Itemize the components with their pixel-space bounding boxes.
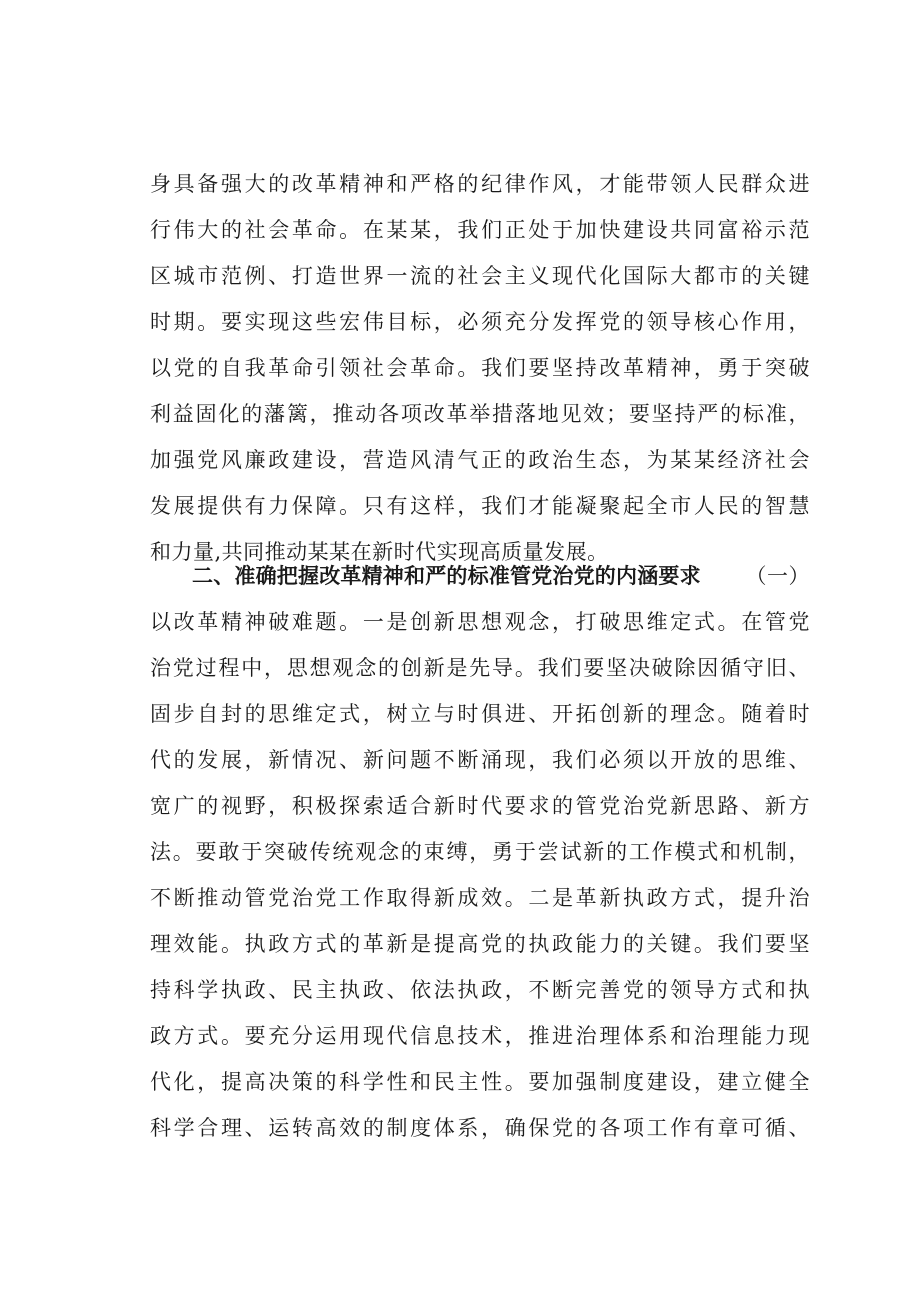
text-line: 发展提供有力保障。只有这样，我们才能凝聚起全市人民的智慧 [150, 494, 810, 518]
text-line: 持科学执政、民主执政、依法执政，不断完善党的领导方式和执 [150, 978, 810, 1002]
text-line: 宽广的视野，积极探索适合新时代要求的管党治党新思路、新方 [150, 794, 810, 818]
text-line: 加强党风廉政建设，营造风清气正的政治生态，为某某经济社会 [150, 448, 810, 472]
text-line: 区城市范例、打造世界一流的社会主义现代化国际大都市的关键 [150, 264, 810, 288]
text-line: 科学合理、运转高效的制度体系，确保党的各项工作有章可循、 [150, 1116, 810, 1140]
text-line: 治党过程中，思想观念的创新是先导。我们要坚决破除因循守旧、 [150, 656, 810, 680]
text-line: 固步自封的思维定式，树立与时俱进、开拓创新的理念。随着时 [150, 702, 810, 726]
text-line: 代的发展，新情况、新问题不断涌现，我们必须以开放的思维、 [150, 748, 810, 772]
text-line: 身具备强大的改革精神和严格的纪律作风，才能带领人民群众进 [150, 172, 810, 196]
text-line: 以党的自我革命引领社会革命。我们要坚持改革精神，勇于突破 [150, 356, 810, 380]
text-line: 和力量,共同推动某某在新时代实现高质量发展。 [150, 540, 609, 564]
text-line: 法。要敢于突破传统观念的束缚，勇于尝试新的工作模式和机制， [150, 840, 810, 864]
text-line: 不断推动管党治党工作取得新成效。二是革新执政方式，提升治 [150, 886, 810, 910]
text-line: 政方式。要充分运用现代信息技术，推进治理体系和治理能力现 [150, 1024, 810, 1048]
text-line: 利益固化的藩篱，推动各项改革举措落地见效；要坚持严的标准， [150, 402, 810, 426]
text-line: 代化，提高决策的科学性和民主性。要加强制度建设，建立健全 [150, 1070, 810, 1094]
text-line: 时期。要实现这些宏伟目标，必须充分发挥党的领导核心作用， [150, 310, 810, 334]
text-line: 行伟大的社会革命。在某某，我们正处于加快建设共同富裕示范 [150, 218, 810, 242]
section-2-heading-line [192, 556, 810, 596]
text-line: 理效能。执政方式的革新是提高党的执政能力的关键。我们要坚 [150, 932, 810, 956]
text-line: 以改革精神破难题。一是创新思想观念，打破思维定式。在管党 [150, 610, 810, 634]
subsection-marker: （一） [745, 564, 810, 588]
section-heading: 二、准确把握改革精神和严的标准管党治党的内涵要求 [192, 564, 701, 588]
